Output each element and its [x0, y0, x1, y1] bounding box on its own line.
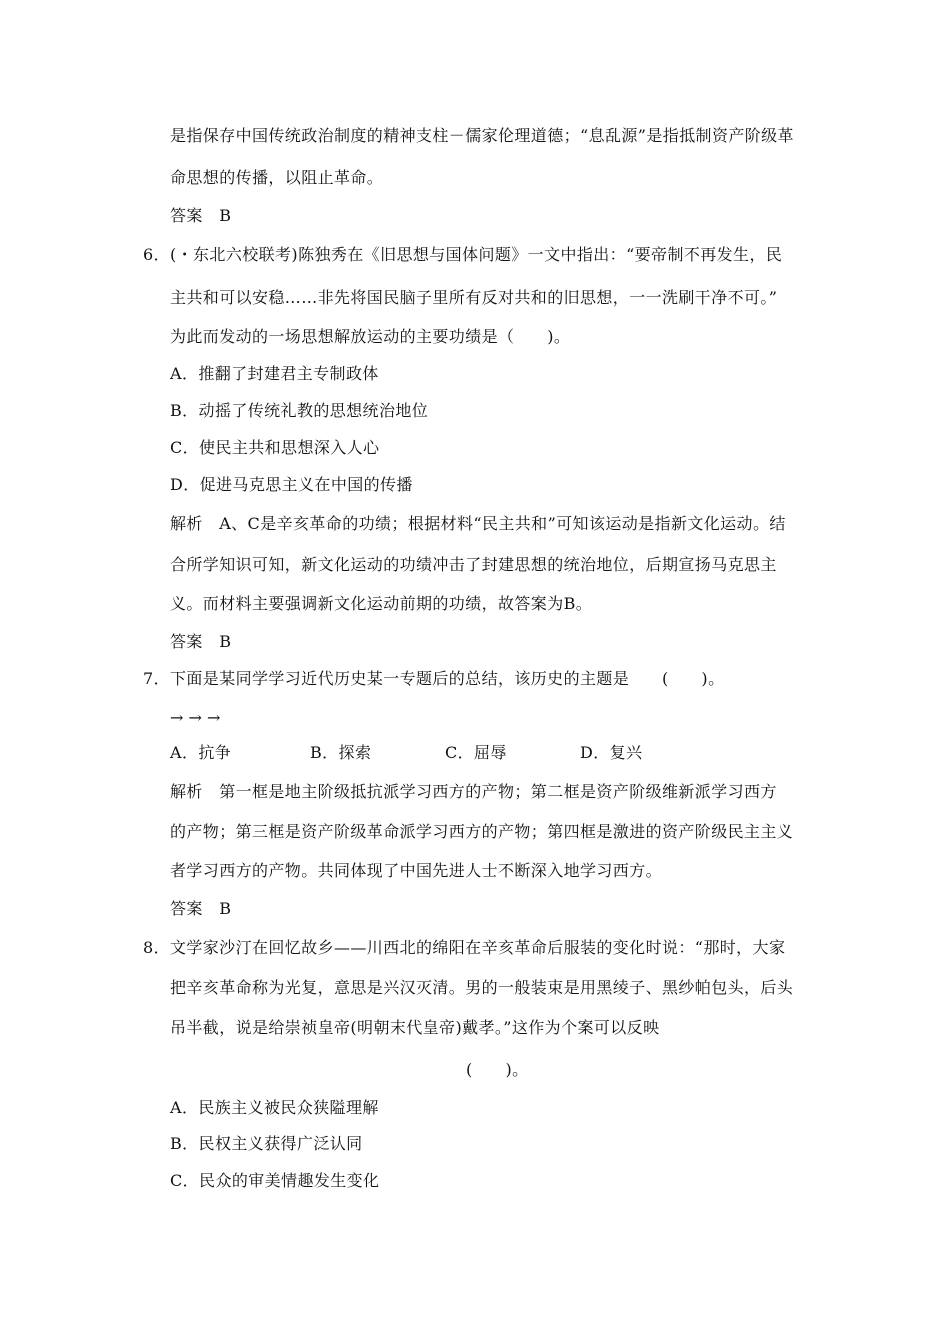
option-b: B．动摇了传统礼教的思想统治地位 [170, 401, 429, 420]
question-6-stem: 为此而发动的一场思想解放运动的主要功绩是（ )。 [170, 327, 571, 346]
question-8-stem: 把辛亥革命称为光复，意思是兴汉灭清。男的一般装束是用黑绫子、黑纱帕包头，后头 [170, 978, 794, 997]
arrows: → → → [170, 708, 221, 727]
explanation-6: 解析 A、C是辛亥革命的功绩；根据材料“民主共和”可知该运动是指新文化运动。结 [170, 514, 786, 533]
explanation-6: 义。而材料主要强调新文化运动前期的功绩，故答案为B。 [170, 594, 593, 613]
paragraph-line: 命思想的传播，以阻止革命。 [170, 168, 384, 187]
paragraph-line: 是指保存中国传统政治制度的精神支柱－儒家伦理道德；“息乱源”是指抵制资产阶级革 [170, 126, 794, 145]
option-a: A．推翻了封建君主专制政体 [170, 364, 379, 383]
answer-5: 答案 B [170, 206, 232, 225]
answer-blank: ( )。 [466, 1060, 529, 1079]
question-7-stem: 7．下面是某同学学习近代历史某一专题后的总结，该历史的主题是 ( )。 [143, 669, 725, 688]
option-c: C．民众的审美情趣发生变化 [170, 1171, 380, 1190]
explanation-6: 合所学知识可知，新文化运动的功绩冲击了封建思想的统治地位，后期宣扬马克思主 [170, 555, 777, 574]
question-6-stem: 6．(・东北六校联考)陈独秀在《旧思想与国体问题》一文中指出：“要帝制不再发生，民 [143, 245, 783, 264]
option-c: C．屈辱 [445, 743, 507, 762]
answer-6: 答案 B [170, 632, 232, 651]
answer-7: 答案 B [170, 899, 232, 918]
question-8-stem: 8．文学家沙汀在回忆故乡——川西北的绵阳在辛亥革命后服装的变化时说：“那时，大家 [143, 938, 786, 957]
question-6-stem: 主共和可以安稳……非先将国民脑子里所有反对共和的旧思想，一一洗刷干净不可。” [170, 288, 778, 307]
option-a: A．抗争 [170, 743, 232, 762]
option-b: B．民权主义获得广泛认同 [170, 1134, 363, 1153]
option-a: A．民族主义被民众狭隘理解 [170, 1098, 379, 1117]
option-b: B．探索 [310, 743, 372, 762]
explanation-7: 解析 第一框是地主阶级抵抗派学习西方的产物；第二框是资产阶级维新派学习西方 [170, 782, 777, 801]
option-d: D．促进马克思主义在中国的传播 [170, 475, 413, 494]
explanation-7: 的产物；第三框是资产阶级革命派学习西方的产物；第四框是激进的资产阶级民主主义 [170, 822, 794, 841]
option-c: C．使民主共和思想深入人心 [170, 438, 380, 457]
option-d: D．复兴 [580, 743, 643, 762]
question-8-stem: 吊半截，说是给崇祯皇帝(明朝末代皇帝)戴孝。”这作为个案可以反映 [170, 1018, 660, 1037]
explanation-7: 者学习西方的产物。共同体现了中国先进人士不断深入地学习西方。 [170, 861, 663, 880]
